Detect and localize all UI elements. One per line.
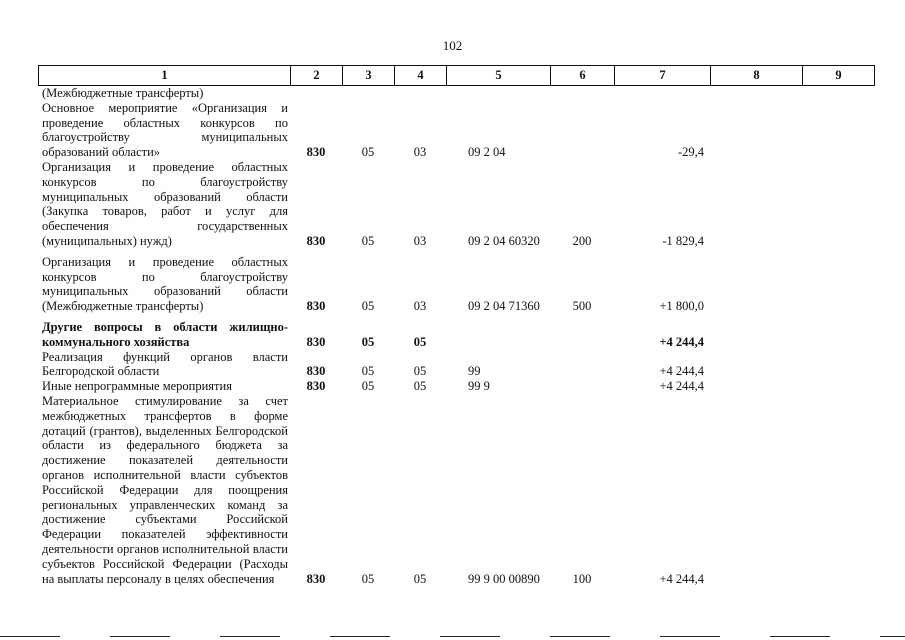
cell-csr (446, 314, 550, 350)
table-row (38, 86, 874, 101)
cell-name: Основное мероприятие «Организация и проведение областных конкурсов по благоустройству муниципальных образований области» (42, 100, 288, 160)
cell-rz: 05 (361, 571, 375, 586)
cell-pr: 05 (413, 364, 427, 379)
cell-sum: -29,4 (677, 145, 704, 160)
cell-grbs (290, 86, 342, 101)
cell-empty (802, 314, 874, 350)
header-col-6: 6 (551, 66, 615, 86)
header-col-1: 1 (39, 66, 291, 86)
cell-name: Материальное стимулирование за счет межбюджетных трансфертов в форме дотаций (грантов), выделенных Белгородской области из федерального бюджета за достижение показателей деятельности органов исполнительной власти субъектов Российской Федерации для поощрения региональных управленческих команд за достижение субъектами Российской Федерации показателей эффективности деятельности органов исполнительной власти субъектов Российской Федерации (Расходы на выплаты персоналу в целях обеспечения (42, 393, 288, 586)
cell-empty (802, 394, 874, 586)
cell-sum: +1 800,0 (659, 299, 704, 314)
cell-grbs: 830 (306, 379, 326, 394)
cell-empty (802, 350, 874, 380)
table-row (38, 314, 874, 350)
cell-rz: 05 (361, 379, 375, 394)
header-col-2: 2 (291, 66, 343, 86)
budget-table (38, 86, 874, 586)
cell-sum (614, 86, 710, 101)
cell-vr: 500 (572, 299, 592, 314)
cell-pr (394, 86, 446, 101)
cell-pr: 05 (413, 571, 427, 586)
cell-name: Другие вопросы в области жилищно-коммунального хозяйства (42, 319, 288, 349)
cell-vr (550, 379, 614, 394)
cell-vr: 200 (572, 233, 592, 248)
cell-rz (342, 86, 394, 101)
cell-vr (550, 101, 614, 160)
cell-grbs: 830 (306, 233, 326, 248)
cell-pr: 03 (413, 145, 427, 160)
header-col-7: 7 (615, 66, 711, 86)
cell-empty (710, 160, 802, 249)
cell-empty (802, 249, 874, 314)
cell-pr: 03 (413, 299, 427, 314)
cell-csr: 99 9 00 00890 (468, 571, 540, 586)
cell-name: Организация и проведение областных конкурсов по благоустройству муниципальных образований области (Закупка товаров, работ и услуг для обеспечения государственных (муниципальных) нужд) (42, 159, 288, 248)
cell-sum: -1 829,4 (662, 233, 704, 248)
cell-csr: 09 2 04 71360 (468, 299, 540, 314)
cell-pr: 03 (413, 233, 427, 248)
cell-empty (710, 379, 802, 394)
cell-rz: 05 (361, 233, 375, 248)
cell-vr (550, 86, 614, 101)
cell-name: Реализация функций органов власти Белгородской области (42, 349, 288, 379)
cell-empty (710, 249, 802, 314)
table-row (38, 394, 874, 586)
cell-vr: 100 (572, 571, 592, 586)
cell-csr: 09 2 04 (468, 145, 506, 160)
cell-sum: +4 244,4 (659, 379, 704, 394)
cell-rz: 05 (361, 334, 375, 349)
cell-empty (710, 86, 802, 101)
table-row (38, 249, 874, 314)
cell-csr: 09 2 04 60320 (468, 233, 540, 248)
cell-name: Иные непрограммные мероприятия (42, 379, 232, 394)
cell-empty (710, 101, 802, 160)
header-col-3: 3 (343, 66, 395, 86)
cell-grbs: 830 (306, 571, 326, 586)
cell-csr (446, 86, 550, 101)
cell-empty (710, 394, 802, 586)
cell-sum: +4 244,4 (659, 571, 704, 586)
cell-grbs: 830 (306, 364, 326, 379)
cell-pr: 05 (413, 334, 427, 349)
cell-grbs: 830 (306, 334, 326, 349)
bottom-divider (0, 636, 905, 637)
cell-grbs: 830 (306, 145, 326, 160)
table-header (38, 65, 875, 86)
table-row (38, 160, 874, 249)
cell-csr: 99 9 (468, 379, 490, 394)
table-row (38, 350, 874, 380)
cell-empty (802, 101, 874, 160)
cell-vr (550, 314, 614, 350)
table-row (38, 379, 874, 394)
page-number: 102 (442, 38, 463, 53)
cell-vr (550, 350, 614, 380)
header-col-8: 8 (711, 66, 803, 86)
cell-sum: +4 244,4 (659, 364, 704, 379)
cell-rz: 05 (361, 299, 375, 314)
cell-empty (710, 350, 802, 380)
cell-empty (802, 160, 874, 249)
cell-name: Организация и проведение областных конкурсов по благоустройству муниципальных образований области (Межбюджетные трансферты) (42, 254, 288, 314)
cell-empty (802, 379, 874, 394)
cell-grbs: 830 (306, 299, 326, 314)
cell-empty (710, 314, 802, 350)
cell-pr: 05 (413, 379, 427, 394)
cell-sum: +4 244,4 (659, 334, 704, 349)
table-row (38, 101, 874, 160)
cell-name: (Межбюджетные трансферты) (42, 86, 204, 100)
header-col-9: 9 (803, 66, 875, 86)
header-col-4: 4 (395, 66, 447, 86)
cell-empty (802, 86, 874, 101)
cell-rz: 05 (361, 364, 375, 379)
cell-csr: 99 (468, 364, 481, 379)
header-col-5: 5 (447, 66, 551, 86)
cell-rz: 05 (361, 145, 375, 160)
